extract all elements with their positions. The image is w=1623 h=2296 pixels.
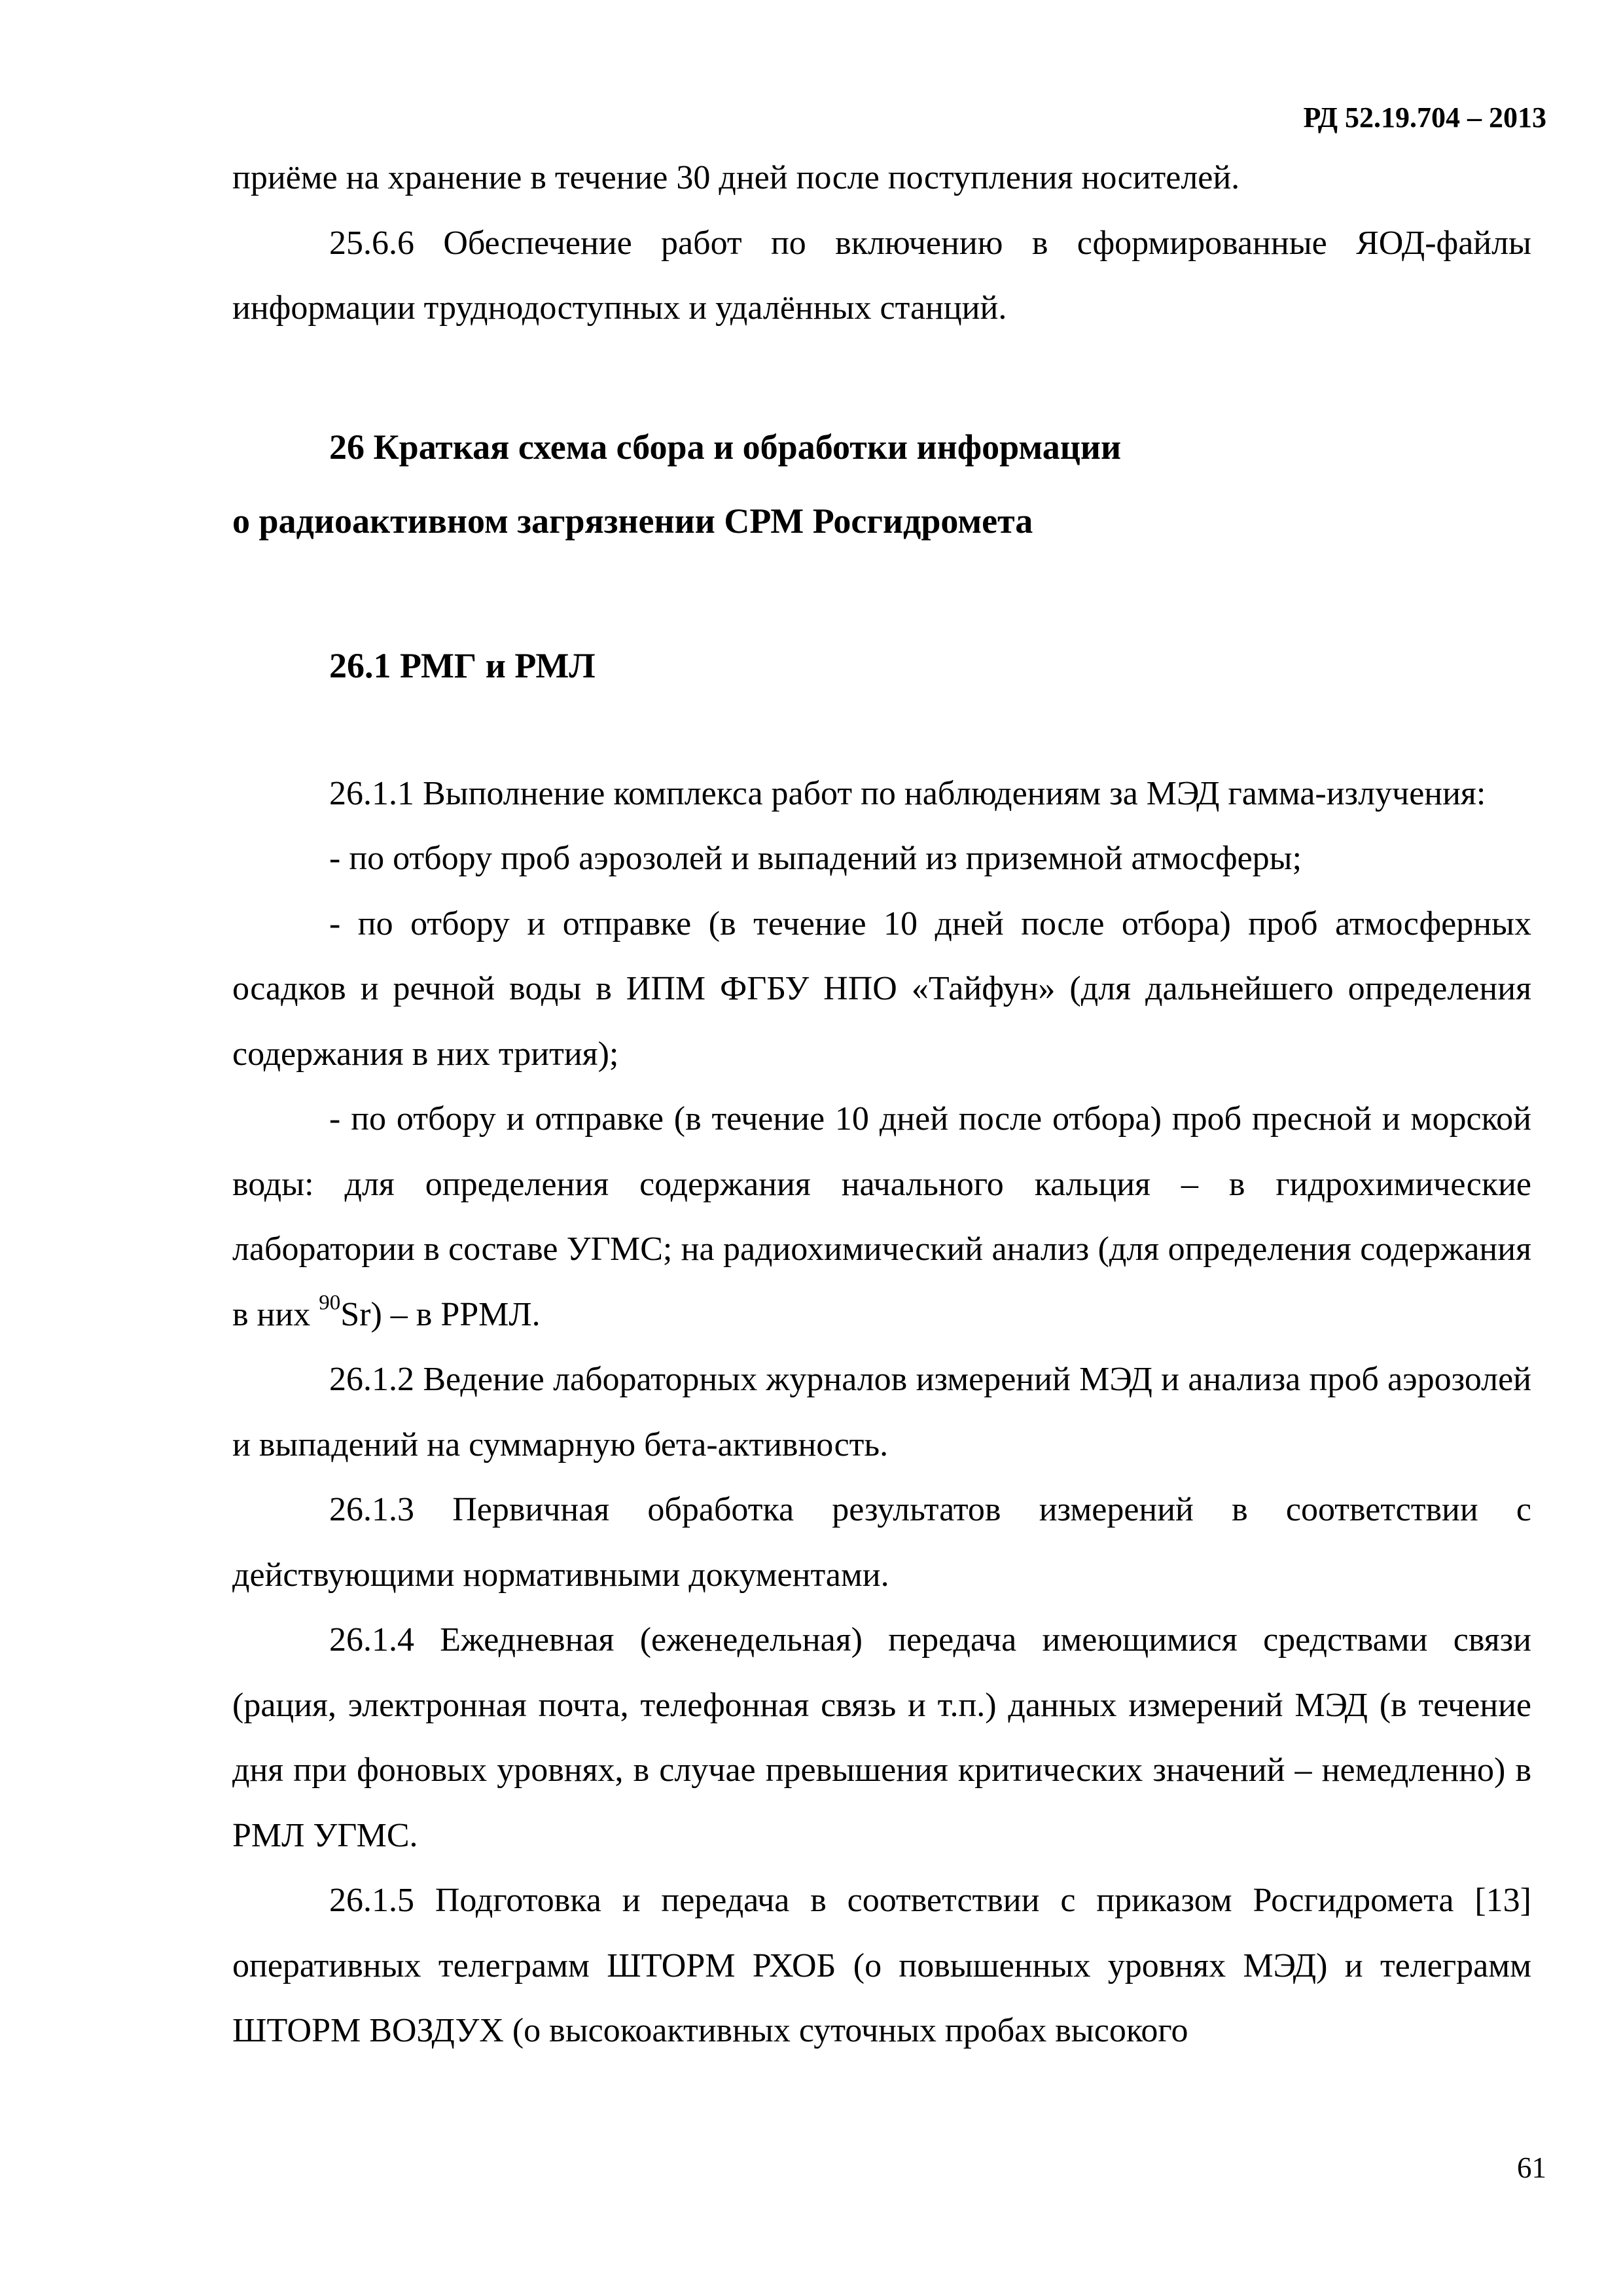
paragraph-26-1-5: 26.1.5 Подготовка и передача в соответствии с приказом Росгидромета [13] оперативных телеграмм ШТОРМ РХОБ (о повышенных уровнях МЭД) и телеграмм ШТОРМ ВОЗДУХ (о высокоактивных суточных пробах высокого xyxy=(232,1882,1531,2049)
document-code-header: РД 52.19.704 – 2013 xyxy=(1303,101,1546,134)
paragraph-26-1-4: 26.1.4 Ежедневная (еженедельная) передача имеющимися средствами связи (рация, электронная почта, телефонная связь и т.п.) данных измерений МЭД (в течение дня при фоновых уровнях, в случае превышения критических значений – немедленно) в РМЛ УГМС. xyxy=(232,1621,1531,1854)
list-item-aerosol-sampling: - по отбору проб аэрозолей и выпадений из приземной атмосферы; xyxy=(329,840,1302,877)
subsection-heading: 26.1 РМГ и РМЛ xyxy=(329,645,596,685)
list-item-text-before: - по отбору и отправке (в течение 10 дней после отбора) проб пресной и морской воды: для определения содержания начального кальция – в гидрохимические лаборатории в составе УГМС; на радиохимический анализ (для определения содержания в них xyxy=(232,1100,1531,1333)
list-item-text-after: ) – в РРМЛ. xyxy=(370,1295,541,1333)
paragraph-26-1-2: 26.1.2 Ведение лабораторных журналов измерений МЭД и анализа проб аэрозолей и выпадений на суммарную бета-активность. xyxy=(232,1361,1531,1463)
document-body xyxy=(232,145,1531,2064)
paragraph-26-1-1: 26.1.1 Выполнение комплекса работ по наблюдениям за МЭД гамма-излучения: xyxy=(329,774,1486,812)
isotope-mass-number: 90 xyxy=(319,1290,341,1314)
list-item-water-sampling xyxy=(232,1086,1531,1347)
section-heading-line-1: 26 Краткая схема сбора и обработки информации xyxy=(329,427,1122,467)
continuation-text: приёме на хранение в течение 30 дней после поступления носителей. xyxy=(232,159,1240,196)
list-item-precipitation-sampling: - по отбору и отправке (в течение 10 дней после отбора) проб атмосферных осадков и речной воды в ИПМ ФГБУ НПО «Тайфун» (для дальнейшего определения содержания в них трития); xyxy=(232,905,1531,1073)
isotope-symbol: Sr xyxy=(340,1295,371,1333)
page-number: 61 xyxy=(1517,2151,1546,2184)
paragraph-25-6-6: 25.6.6 Обеспечение работ по включению в сформированные ЯОД-файлы информации труднодоступных и удалённых станций. xyxy=(232,224,1531,327)
section-heading-line-2: о радиоактивном загрязнении СРМ Росгидромета xyxy=(232,501,1033,541)
paragraph-26-1-3: 26.1.3 Первичная обработка результатов измерений в соответствии с действующими нормативными документами. xyxy=(232,1491,1531,1594)
